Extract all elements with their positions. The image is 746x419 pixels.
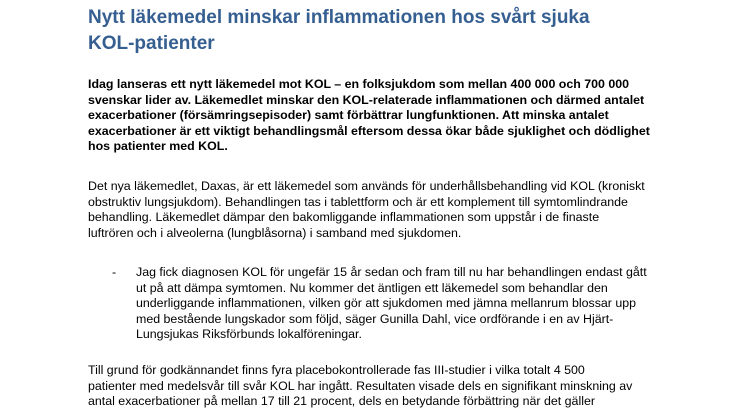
body-line: antal exacerbationer på mellan 17 till 21 procent, dels en betydande förbättring när det gäller [88,394,595,409]
body-line: Till grund för godkännandet finns fyra placebokontrollerade fas III-studier i vilka totalt 4 500 [88,363,585,377]
lead-line: svenskar lider av. Läkemedlet minskar den KOL-relaterade inflammationen och därmed antalet [88,92,645,107]
quote-line: med bestående lungskador som följd, säger Gunilla Dahl, vice ordförande i en av Hjärt- [136,311,614,326]
quote-line: ut på att dämpa symtomen. Nu kommer det äntligen ett läkemedel som behandlar den [136,280,608,295]
lead-line: Idag lanseras ett nytt läkemedel mot KOL – en folksjukdom som mellan 400 000 och 700 000 [88,77,630,91]
body-line: behandling. Läkemedlet dämpar den bakomliggande inflammationen som uppstår i de finaste [88,210,600,225]
body-line: luftrören och i alveolerna (lungblåsorna) i samband med sjukdomen. [88,225,462,240]
body-paragraph [88,363,688,410]
body-line: patienter med medelsvår till svår KOL har ingått. Resultaten visade dels en signifikant minskning av [88,378,633,393]
lead-line: exacerbationer (försämringsepisoder) samt förbättrar lungfunktionen. Att minska antalet [88,108,609,123]
body-paragraph [88,179,688,241]
quote-line: Lungsjukas Riksförbunds lokalföreningar. [136,327,362,342]
lead-paragraph [88,77,688,155]
lead-line: hos patienter med KOL. [88,139,228,154]
quote-line: underliggande inflammationen, vilken gör att sjukdomen med jämna mellanrum blossar upp [136,296,637,311]
body-line: Det nya läkemedlet, Daxas, är ett läkemedel som används för underhållsbehandling vid KOL (kroniskt [88,179,645,193]
quote-dash: - [112,265,117,279]
article-title [88,5,688,57]
title-line: Nytt läkemedel minskar inflammationen hos svårt sjuka [88,7,590,28]
title-line: KOL-patienter [88,33,215,54]
quote-text [136,265,716,343]
body-line: obstruktiv lungsjukdom). Behandlingen tas i tablettform och är ett komplement till symtomlindrande [88,194,628,209]
lead-line: exacerbationer är ett viktigt behandlingsmål eftersom dessa ökar både sjuklighet och dödlighet [88,123,650,138]
quote-line: Jag fick diagnosen KOL för ungefär 15 år sedan och fram till nu har behandlingen endast gått [136,265,647,279]
